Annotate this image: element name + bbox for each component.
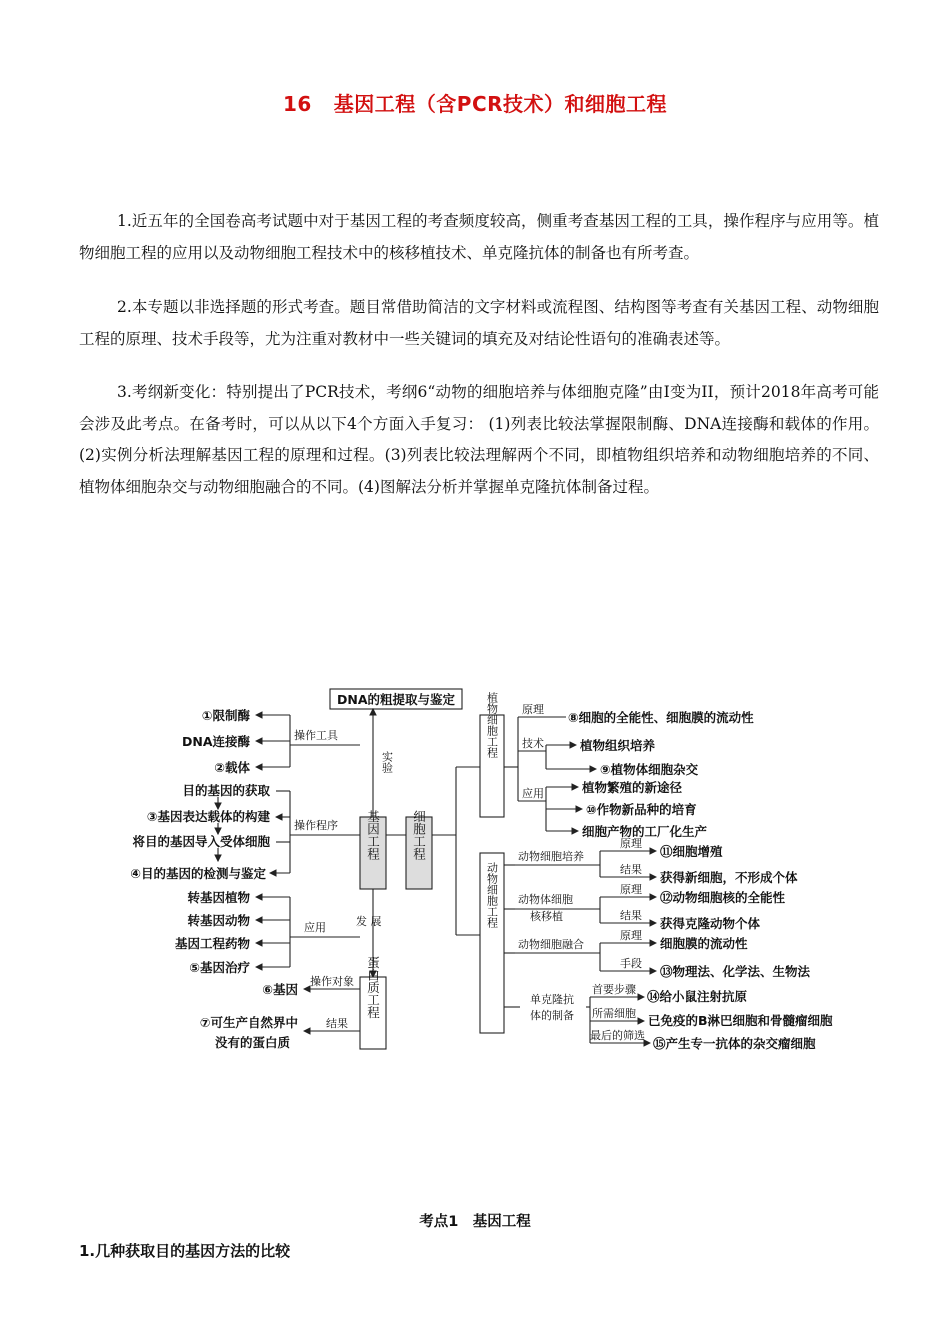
culture-label: 动物细胞培养 (518, 850, 584, 863)
procedure-1: 目的基因的获取 (182, 783, 270, 798)
protein-result-1: ⑦可生产自然界中 (199, 1015, 298, 1030)
plant-tech-2: ⑨植物体细胞杂交 (600, 762, 699, 777)
fusion-means-label: 手段 (620, 957, 642, 970)
intro-paragraph-2: 2.本专题以非选择题的形式考查。题目常借助简洁的文字材料或流程图、结构图等考查有关基因工程、动物细胞工程的原理、技术手段等，尤为注重对教材中一些关键词的填充及对结论性语句的准确表述等。 (79, 298, 879, 348)
procedure-2: ③基因表达载体的构建 (146, 809, 270, 824)
nt-result-label: 结果 (620, 909, 642, 922)
culture-principle: ⑪细胞增殖 (660, 844, 723, 859)
mab-cells: 已免疫的B淋巴细胞和骨髓瘤细胞 (648, 1013, 833, 1028)
protein-eng-label: 蛋白质工程 (365, 955, 381, 1019)
mab-first-label: 首要步骤 (592, 983, 636, 996)
mab-first: ⑭给小鼠注射抗原 (647, 989, 748, 1004)
app-label: 应用 (304, 921, 326, 934)
mab-last-label: 最后的筛选 (590, 1029, 645, 1042)
section-title: 考点1 基因工程 (419, 1214, 531, 1230)
title-text: 基因工程（含PCR技术）和细胞工程 (333, 92, 668, 116)
application-4: ⑤基因治疗 (189, 960, 250, 975)
intro-paragraph-1: 1.近五年的全国卷高考试题中对于基因工程的考查频度较高，侧重考查基因工程的工具，操作程序与应用等。植物细胞工程的应用以及动物细胞工程技术中的核移植技术、单克隆抗体的制备也有所考查。 (79, 212, 879, 262)
object-value: ⑥基因 (262, 982, 298, 997)
mab-label-2: 体的制备 (530, 1009, 574, 1022)
cell-eng-label: 细胞工程 (411, 810, 427, 860)
protein-result-2: 没有的蛋白质 (214, 1035, 290, 1050)
title-number: 16 (282, 92, 312, 116)
animal-cell-label: 动物细胞工程 (485, 862, 499, 928)
experiment-label: 实验 (380, 751, 394, 773)
application-3: 基因工程药物 (174, 936, 250, 951)
protein-result-label: 结果 (326, 1017, 348, 1030)
object-label: 操作对象 (310, 975, 354, 988)
fusion-means: ⑬物理法、化学法、生物法 (660, 964, 811, 979)
nt-principle: ⑫动物细胞核的全能性 (660, 890, 786, 905)
procedure-3: 将目的基因导入受体细胞 (132, 834, 270, 849)
mab-cells-label: 所需细胞 (592, 1007, 636, 1020)
plant-app-3: 细胞产物的工厂化生产 (582, 824, 708, 839)
tools-label: 操作工具 (294, 729, 338, 742)
gene-eng-label: 基因工程 (365, 810, 381, 860)
tool-1: ①限制酶 (201, 708, 250, 723)
fusion-principle: 细胞膜的流动性 (660, 936, 748, 951)
mab-label-1: 单克隆抗 (530, 993, 574, 1006)
subheading: 1.几种获取目的基因方法的比较 (79, 1242, 291, 1260)
nt-result: 获得克隆动物个体 (660, 916, 761, 931)
plant-principle: ⑧细胞的全能性、细胞膜的流动性 (568, 710, 754, 725)
plant-app-2: ⑩作物新品种的培育 (586, 802, 697, 817)
concept-map (90, 685, 870, 1065)
application-2: 转基因动物 (187, 913, 250, 928)
plant-app-1: 植物繁殖的新途径 (582, 780, 683, 795)
procedure-label: 操作程序 (294, 819, 338, 832)
plant-tech-label: 技术 (522, 737, 544, 750)
plant-cell-label: 植物细胞工程 (485, 692, 499, 758)
nt-label-1: 动物体细胞 (518, 893, 573, 906)
tool-2: DNA连接酶 (181, 734, 250, 749)
culture-result: 获得新细胞，不形成个体 (660, 870, 798, 885)
fusion-label: 动物细胞融合 (518, 938, 584, 951)
culture-principle-label: 原理 (620, 837, 642, 850)
plant-app-label: 应用 (522, 787, 544, 800)
dna-box-label: DNA的粗提取与鉴定 (336, 692, 456, 707)
development-label: 发 展 (356, 915, 382, 928)
intro-paragraph-3: 3.考纲新变化：特别提出了PCR技术，考纲6“动物的细胞培养与体细胞克隆”由I变为II，预计2018年高考可能会涉及此考点。在备考时，可以从以下4个方面入手复习： (1)列表比较法掌握限制酶、DNA连接酶和载体的作用。(2)实例分析法理解基因工程的原理和过程。(3)列表比较法理解两个不同，即植物组织培养和动物细胞培养的不同、植物体细胞杂交与动物细胞融合的不同。(4)图解法分析并掌握单克隆抗体制备过程。 (79, 383, 879, 496)
tool-3: ②载体 (214, 760, 250, 775)
culture-result-label: 结果 (620, 863, 642, 876)
mab-last: ⑮产生专一抗体的杂交瘤细胞 (653, 1036, 816, 1051)
application-1: 转基因植物 (187, 890, 250, 905)
procedure-4: ④目的基因的检测与鉴定 (130, 866, 266, 881)
page-title (0, 88, 950, 117)
nt-label-2: 核移植 (530, 910, 563, 923)
plant-principle-label: 原理 (522, 703, 544, 716)
fusion-principle-label: 原理 (620, 929, 642, 942)
nt-principle-label: 原理 (620, 883, 642, 896)
plant-tech-1: 植物组织培养 (580, 738, 656, 753)
